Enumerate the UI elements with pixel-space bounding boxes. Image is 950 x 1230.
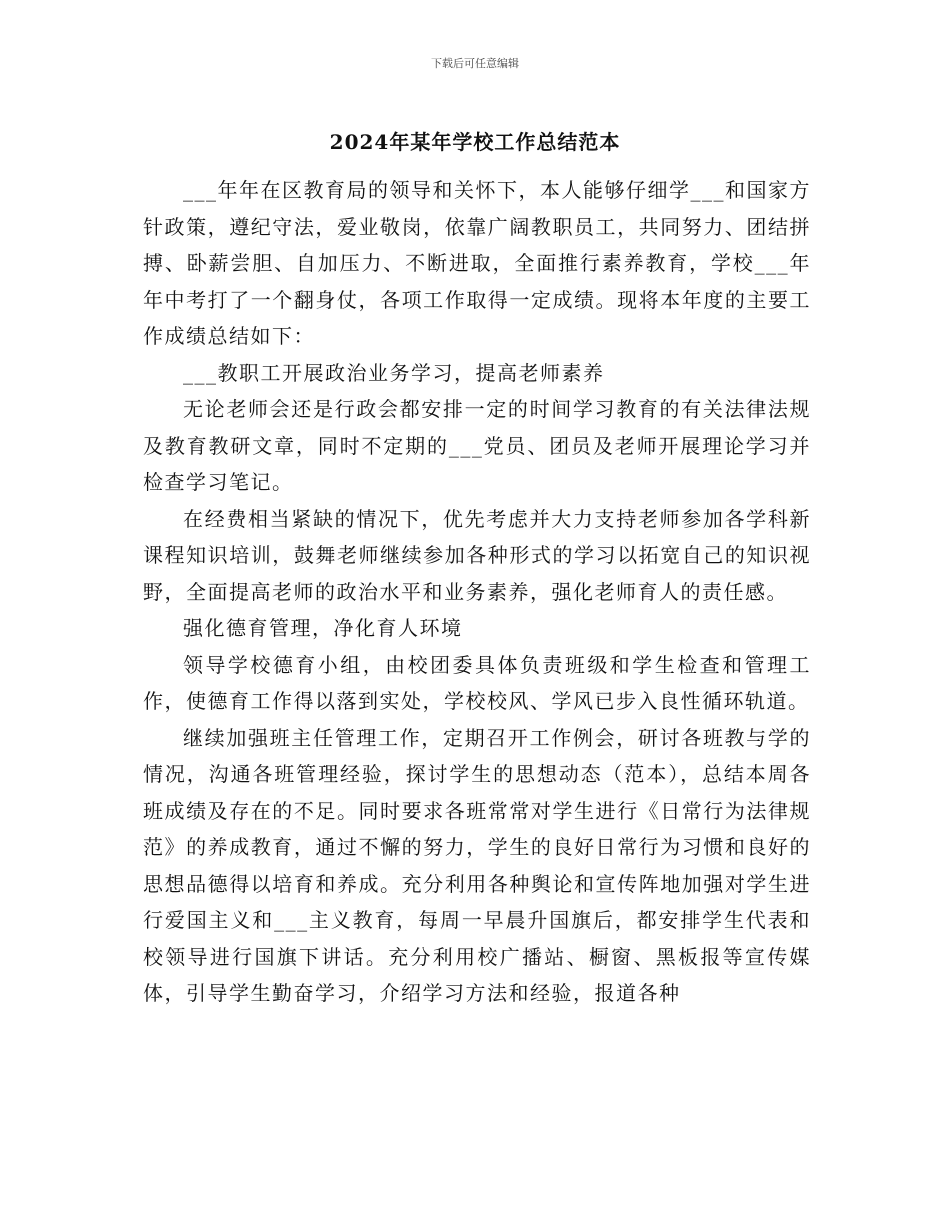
document-title: 2024年某年学校工作总结范本 [329,130,621,154]
header-note: 下载后可任意编辑 [431,57,519,70]
section-heading-moral: 强化德育管理，净化育人环境 [183,616,463,640]
paragraph-moral-1: 领导学校德育小组，由校团委具体负责班级和学生检查和管理工作，使德育工作得以落到实处，学校校风、学风已步入良性循环轨道。 [143,652,811,713]
paragraph-study-1: 无论老师会还是行政会都安排一定的时间学习教育的有关法律法规及教育教研文章，同时不定期的___党员、团员及老师开展理论学习并检查学习笔记。 [143,397,811,494]
document-body [143,172,811,1012]
paragraph-moral-2: 继续加强班主任管理工作，定期召开工作例会，研讨各班教与学的情况，沟通各班管理经验，探讨学生的思想动态（范本），总结本周各班成绩及存在的不足。同时要求各班常常对学生进行《日常行为法律规范》的养成教育，通过不懈的努力，学生的良好日常行为习惯和良好的思想品德得以培育和养成。充分利用各种舆论和宣传阵地加强对学生进行爱国主义和___主义教育，每周一早晨升国旗后，都安排学生代表和校领导进行国旗下讲话。充分利用校广播站、橱窗、黑板报等宣传媒体，引导学生勤奋学习，介绍学习方法和经验，报道各种 [143,725,811,1005]
paragraph-study-2: 在经费相当紧缺的情况下，优先考虑并大力支持老师参加各学科新课程知识培训，鼓舞老师继续参加各种形式的学习以拓宽自己的知识视野，全面提高老师的政治水平和业务素养，强化老师育人的责任感。 [143,506,811,604]
paragraph-intro: ___年年在区教育局的领导和关怀下，本人能够仔细学___和国家方针政策，遵纪守法，爱业敬岗，依靠广阔教职员工，共同努力、团结拼搏、卧薪尝胆、自加压力、不断进取，全面推行素养教育，学校___年年中考打了一个翻身仗，各项工作取得一定成绩。现将本年度的主要工作成绩总结如下： [143,178,811,348]
section-heading-study: ___教职工开展政治业务学习，提高老师素养 [183,360,605,385]
